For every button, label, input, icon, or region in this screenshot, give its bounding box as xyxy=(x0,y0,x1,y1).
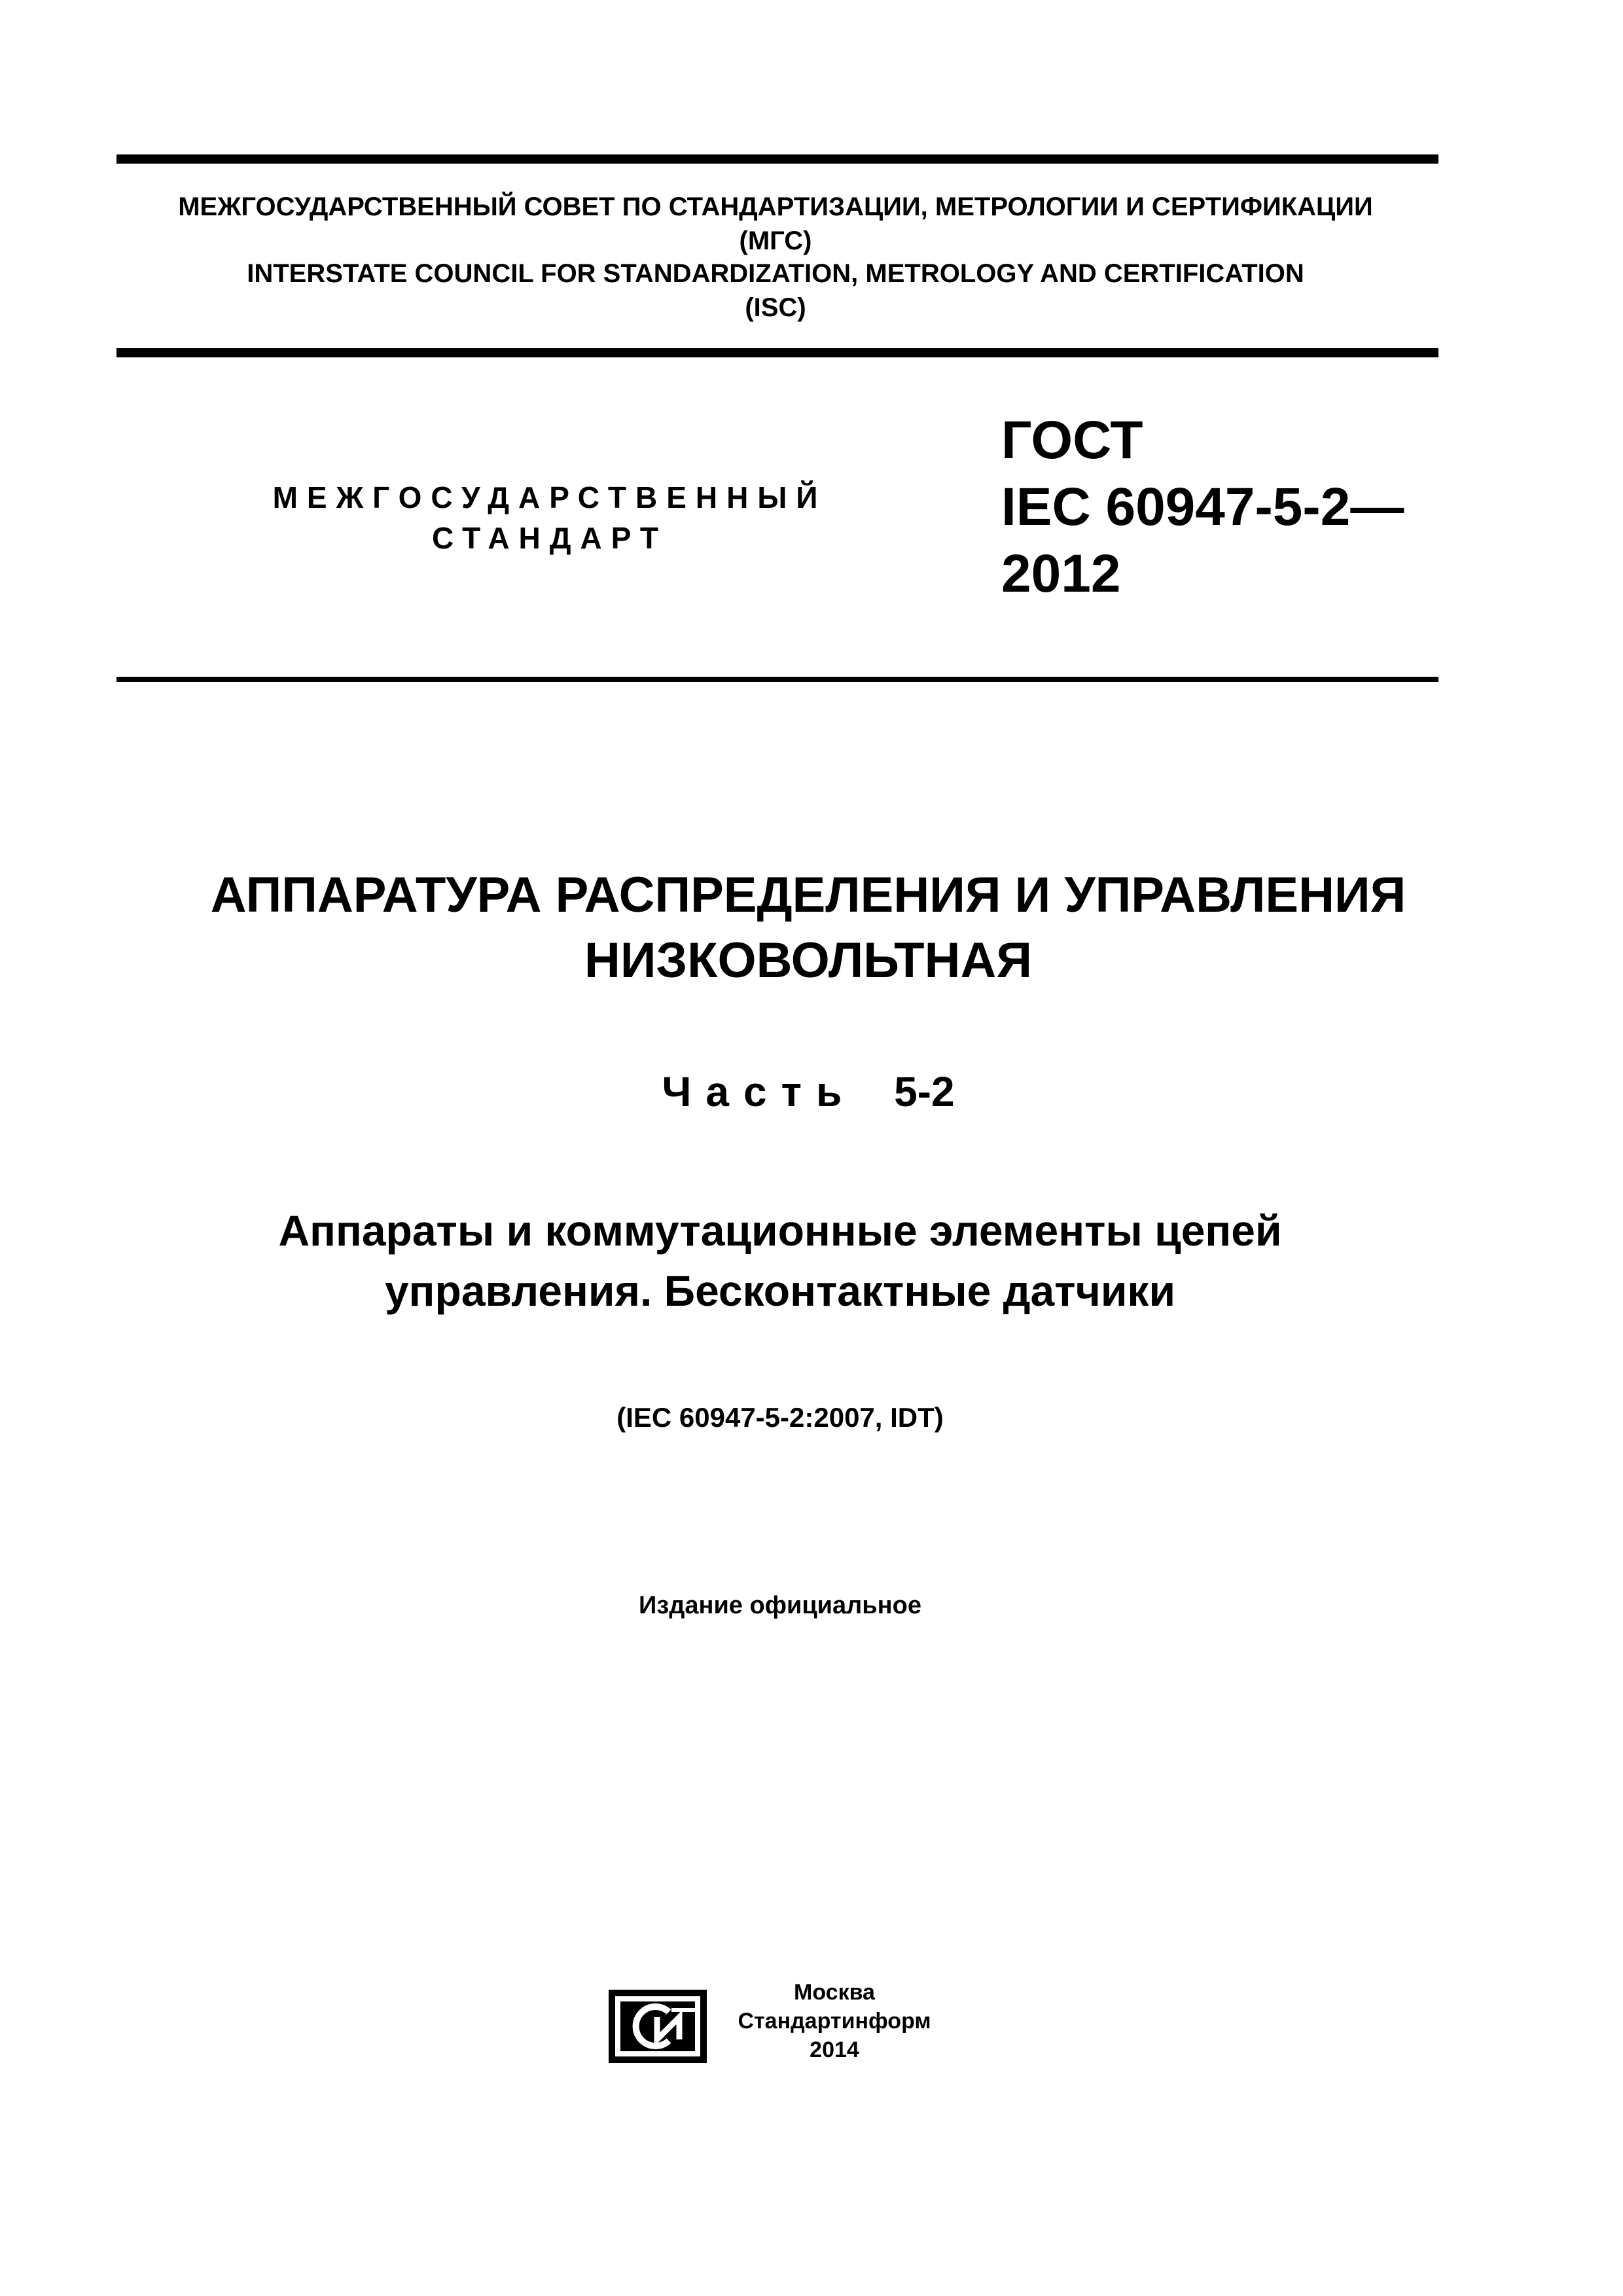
publisher-name: Стандартинформ xyxy=(738,2009,931,2034)
designation-bottom-rule xyxy=(116,677,1438,682)
publisher-block xyxy=(720,1978,949,2064)
document-title-line1: АППАРАТУРА РАСПРЕДЕЛЕНИЯ И УПРАВЛЕНИЯ xyxy=(210,867,1406,923)
top-rule xyxy=(116,154,1438,164)
part-heading xyxy=(0,1066,1616,1118)
publisher-year: 2014 xyxy=(810,2037,859,2062)
council-name-en: INTERSTATE COUNCIL FOR STANDARDIZATION, METROLOGY AND CERTIFICATION xyxy=(247,259,1304,288)
standartinform-logo-icon xyxy=(609,1990,707,2063)
document-title-line2: НИЗКОВОЛЬТНАЯ xyxy=(584,933,1032,988)
standard-type-line1: МЕЖГОСУДАРСТВЕННЫЙ xyxy=(272,480,827,514)
standard-type-line2: СТАНДАРТ xyxy=(432,521,668,555)
council-bottom-rule xyxy=(116,348,1438,357)
designation-number: IEC 60947-5-2— xyxy=(1001,477,1404,537)
publisher-city: Москва xyxy=(794,1980,875,2005)
document-subtitle-line2: управления. Бесконтактные датчики xyxy=(384,1266,1176,1315)
designation-year: 2012 xyxy=(1001,544,1121,603)
part-word: Часть xyxy=(662,1068,857,1115)
international-reference: (IEC 60947-5-2:2007, IDT) xyxy=(616,1402,944,1433)
document-subtitle-line1: Аппараты и коммутационные элементы цепей xyxy=(278,1206,1282,1255)
council-abbr-ru: (МГС) xyxy=(739,226,812,255)
council-abbr-en: (ISC) xyxy=(745,293,806,322)
part-number: 5-2 xyxy=(894,1068,955,1115)
edition-note: Издание официальное xyxy=(639,1592,921,1619)
designation-prefix: ГОСТ xyxy=(1001,410,1143,470)
council-name-ru: МЕЖГОСУДАРСТВЕННЫЙ СОВЕТ ПО СТАНДАРТИЗАЦИИ, МЕТРОЛОГИИ И СЕРТИФИКАЦИИ xyxy=(178,192,1373,221)
standard-designation xyxy=(1001,407,1404,607)
